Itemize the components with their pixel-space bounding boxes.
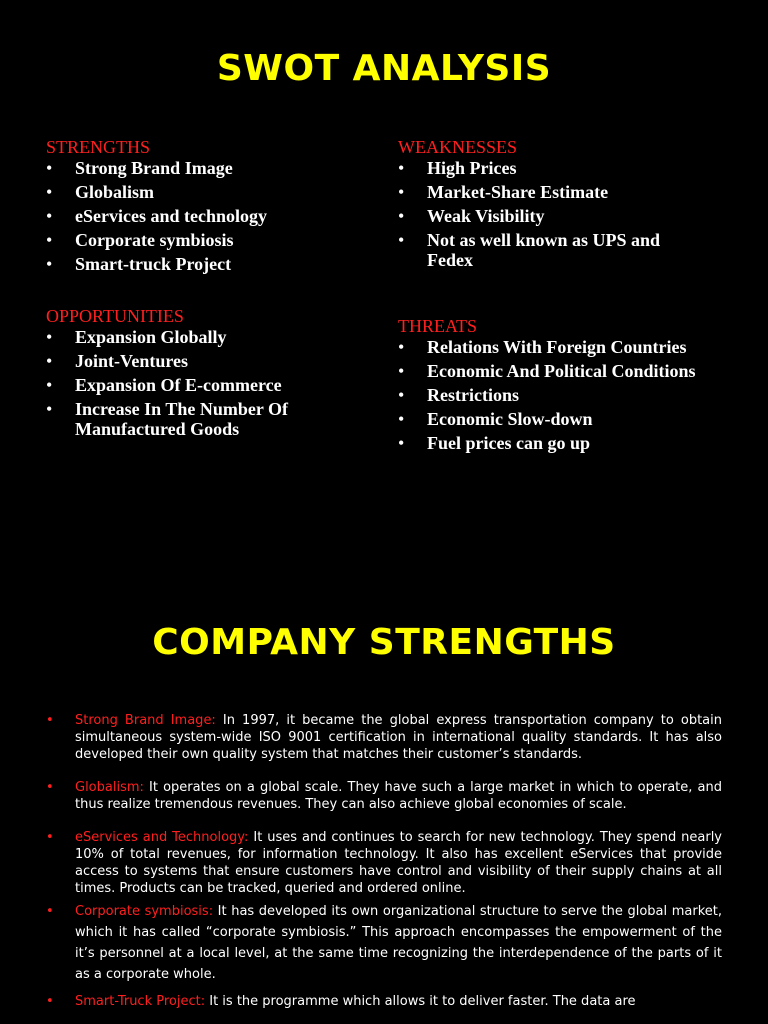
list-item: • Economic And Political Conditions [398,361,738,381]
opportunities-section [46,305,366,443]
detail-text: It has developed its own organizational structure to serve the global market, which it has called “corporate symbiosis.” This approach encompasses the empowerment of the it’s personnel at a local level, at the same time recognizing the interdependence of the parts of it as a corporate whole. [75,904,722,982]
detail-paragraph [46,991,722,1012]
swot-title: SWOT ANALYSIS [216,48,552,89]
weaknesses-section [398,136,718,274]
list-item: • Restrictions [398,385,738,405]
threats-heading: THREATS [398,316,478,336]
threats-section [398,315,738,457]
strengths-section [46,136,366,278]
strengths-heading: STRENGTHS [46,137,151,157]
detail-text: It uses and continues to search for new technology. They spend nearly 10% of total revenues, for information technology. It also has excellent eServices that provide access to systems that ensure customers have control and visibility of their supply chains at all times. Products can be tracked, queried and ordered online. [75,830,722,896]
company-strengths-title: COMPANY STRENGTHS [152,622,616,663]
strengths-list [46,158,366,274]
list-item: • High Prices [398,158,718,178]
detail-label: Smart-Truck Project: [75,994,206,1009]
detail-text: It operates on a global scale. They have such a large market in which to operate, and thus realize tremendous revenues. They can also achieve global economies of scale. [75,780,722,812]
company-strengths-list [46,712,722,1012]
list-item: • Strong Brand Image [46,158,366,178]
detail-text: In 1997, it became the global express transportation company to obtain simultaneous system-wide ISO 9001 certification in international quality standards. It has also developed their own quality system that matches their customer’s standards. [75,713,722,762]
list-item: • Expansion Globally [46,327,366,347]
list-item: • Corporate symbiosis [46,230,366,250]
detail-text: It is the programme which allows it to deliver faster. The data are [205,994,636,1009]
list-item: • Globalism [46,182,366,202]
detail-label: Strong Brand Image: [75,713,216,728]
list-item: • Smart-truck Project [46,254,366,274]
detail-label: Corporate symbiosis: [75,904,214,919]
threats-list [398,337,738,453]
list-item: • Increase In The Number Of Manufactured Goods [46,399,325,439]
list-item: • Not as well known as UPS and Fedex [398,230,682,270]
list-item: • Market-Share Estimate [398,182,718,202]
opportunities-list [46,327,366,439]
weaknesses-list [398,158,718,270]
list-item: • eServices and technology [46,206,366,226]
list-item: • Expansion Of E-commerce [46,375,366,395]
list-item: • Fuel prices can go up [398,433,738,453]
detail-paragraph [46,712,722,763]
list-item: • Economic Slow-down [398,409,738,429]
list-item: • Weak Visibility [398,206,718,226]
detail-label: eServices and Technology: [75,830,249,845]
opportunities-heading: OPPORTUNITIES [46,306,184,326]
detail-paragraph [46,779,722,813]
list-item: • Joint-Ventures [46,351,366,371]
detail-label: Globalism: [75,780,144,795]
detail-paragraph [46,829,722,897]
list-item: • Relations With Foreign Countries [398,337,738,357]
detail-paragraph [46,901,722,985]
weaknesses-heading: WEAKNESSES [398,137,518,157]
